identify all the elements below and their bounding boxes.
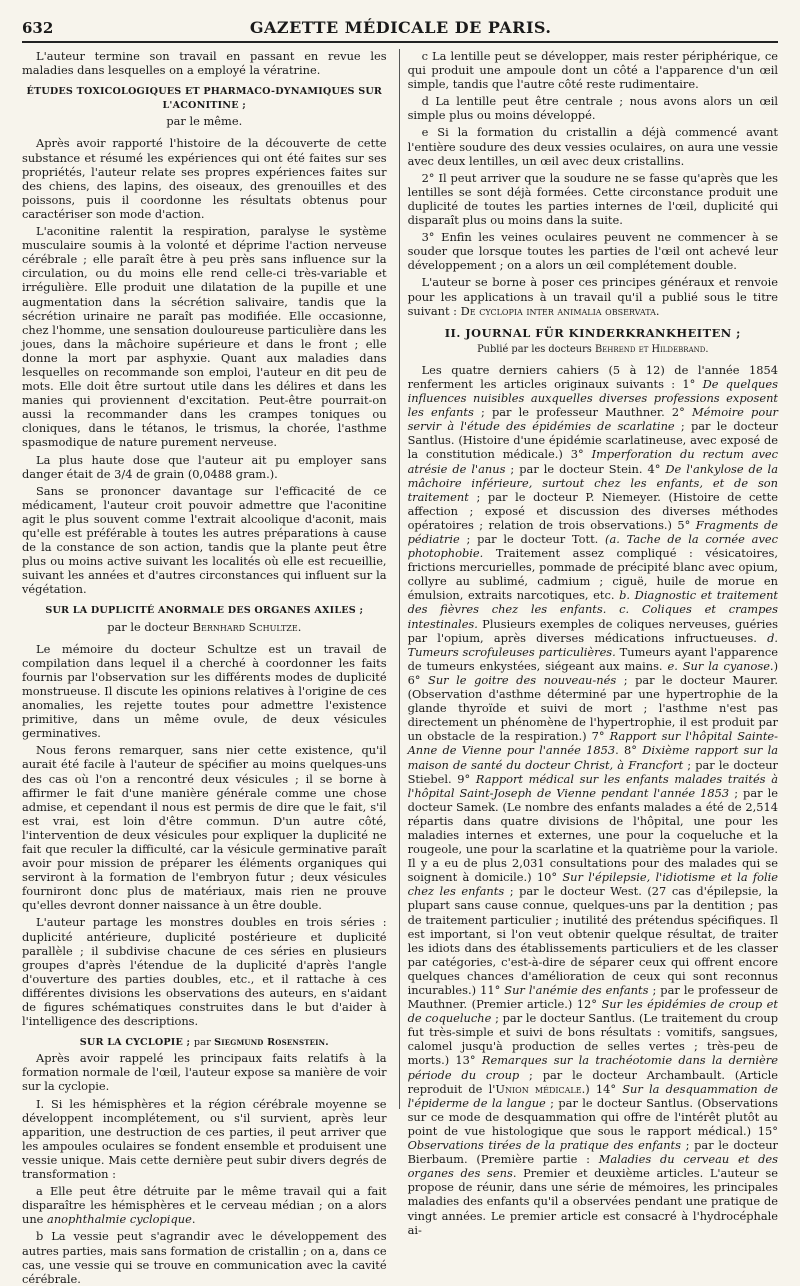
text-run: .) 14° (581, 1081, 623, 1096)
text-run: ; par le docteur Archambault. (Article reproduit de l' (407, 1067, 778, 1096)
emphasis: Dixième rapport sur la maison de santé du docteur Christ, à Francfort (407, 743, 779, 772)
paragraph: L'auteur termine son travail en passant en revue les maladies dans lesquelles on a employé la vératrine. (22, 49, 387, 78)
paragraph: Sans se prononcer davantage sur l'efficacité de ce médicament, l'auteur croit pouvoir admettre que l'aconitine agit le plus souvent comme l'extrait alcoolique d'aconit, mais qu'elle est préférable à toutes les autres préparations à cause de la constance de son action, tandis que la plante peut être plus ou moins active suivant les localités où elle est recueillie, suivant les années et d'autres circonstances qui influent sur la végétation. (22, 483, 387, 597)
author-name: Siegmund Rosenstein. (214, 1037, 329, 1049)
section-byline: par le même. (166, 114, 243, 129)
text-run: ; par le docteur Tott. (459, 532, 606, 546)
text-run: Tumeurs ayant l'apparence de tumeurs enkystées, siégeant aux mains. (407, 644, 778, 673)
paragraph: b La vessie peut s'agrandir avec le développement des autres parties, mais sans formation de cristallin ; on a, dans ce cas, une vessie qui se trouve en communication avec la cavité cérébrale. (22, 1229, 387, 1286)
paragraph: Après avoir rapporté l'histoire de la découverte de cette substance et résumé les expériences qui ont été faites sur ses propriétés, l'auteur relate ses propres expériences faites sur des chiens, des lapins, des oiseaux, des grenouilles et des poissons, puis il coordonne les résultats obtenus pour caractériser son mode d'action. (22, 136, 387, 221)
text-run: Les quatre derniers cahiers (5 à 12) de l'année 1854 renferment les articles originaux suivants : 1° (407, 362, 778, 391)
emphasis: d. Tumeurs scrofuleuses particulières. (407, 630, 778, 659)
emphasis: Maladies du cerveau et des organes des sens (407, 1152, 778, 1181)
byline-prefix: Publié par les docteurs (477, 343, 595, 355)
section-title-duplicite: SUR LA DUPLICITÉ ANORMALE DES ORGANES AXILES ; (45, 605, 364, 617)
paragraph: L'auteur partage les monstres doubles en trois séries : duplicité antérieure, duplicité postérieure et duplicité parallèle ; il subdivise chacune de ces séries en plusieurs groupes d'après l'étendue de la duplicité d'après l'angle d'ouverture des parties doubles, etc., et il rattache à ces différentes divisions les observations des auteurs, en s'aidant de figures schématiques construites dans le but d'aider à l'intelligence des descriptions. (22, 915, 387, 1029)
left-column (22, 49, 387, 1286)
emphasis: De quelques influences nuisibles auxquelles diverses professions exposent les enfants (407, 376, 778, 420)
emphasis: b. Diagnostic et traitement des fièvres chez les enfants. c. Coliques et crampes intestinales. (407, 588, 778, 631)
section-byline (408, 343, 778, 357)
text-run: ; par le docteur West. (27 cas d'épilepsie, la plupart sans cause connue, quelques-uns par la dentition ; pas de traitement particulier ; inutilité des prétendus spécifiques. Il est important, si l'on veut obtenir quelque résultat, de traiter les idiots dans des établissements particuliers et de les classer par catégories, c'est-à-dire de séparer ceux qui offrent encore quelques chances d'amélioration de ceux qui sont reconnus incurables.) 11° (407, 884, 778, 997)
paragraph: I. Si les hémisphères et la région cérébrale moyenne se développent incomplétement, ou s'il survient, après leur apparition, une destruction de ces parties, il peut arriver que les ampoules oculaires se fondent ensemble et produisent une vessie unique. Mais cette dernière peut subir divers degrés de transformation : (22, 1096, 387, 1182)
text-run: ; par le docteur Stiebel. 9° (407, 757, 778, 786)
emphasis: Remarques sur la trachéotomie dans la dernière période du croup (407, 1053, 778, 1082)
paragraph: 3° Enfin les veines oculaires peuvent ne commencer à se souder que lorsque toutes les parties de l'œil ont achevé leur développement ; on a alors un œil complétement double. (407, 230, 778, 273)
text-run: ; par le docteur P. Niemeyer. (Histoire de cette affection ; exposé et discussion des diverses méthodes opératoires ; relation de trois observations.) 5° (407, 489, 778, 532)
columns (22, 49, 779, 1286)
text-run: ; par le docteur Santlus. (Observations sur ce mode de desquammation qui offre de l'intérêt plutôt au point de vue histologique que sous le rapport médical.) 15° (407, 1095, 778, 1138)
emphasis: Sur l'anémie des enfants (504, 983, 649, 997)
text-run: . 8° (615, 743, 643, 758)
emphasis: Observations tirées de la pratique des enfants (407, 1138, 681, 1153)
right-column (399, 49, 779, 1237)
section-title-text: SUR LA CYCLOPIE ; (79, 1037, 191, 1049)
paragraph (408, 275, 778, 317)
emphasis: e. Sur la cyanose. (667, 658, 774, 673)
paragraph: d La lentille peut être centrale ; nous avons alors un œil simple plus ou moins développé. (407, 94, 778, 123)
emphasis: Rapport médical sur les enfants malades traités à l'hôpital Saint-Joseph de Vienne pendant l'année 1853 (407, 771, 778, 800)
text-run: ; par le docteur Samek. (Le nombre des enfants malades a été de 2,514 répartis dans quatre divisions de l'hôpital, une pour les maladies internes et externes, une pour la coqueluche et la rougeole, une pour la scarlatine et la quatrième pour la variole. Il y a eu de plus 2,031 consultations pour des malades qui se soignent à domicile.) 10° (407, 785, 778, 885)
byline-prefix: par (193, 1037, 215, 1049)
emphasis: Sur l'épilepsie, l'idiotisme et la folie chez les enfants (407, 870, 778, 899)
text-run: ; par le docteur Santlus. (Histoire d'une épidémie scarlatineuse, avec exposé de la constitution médicale.) 3° (407, 419, 778, 462)
paragraph: Nous ferons remarquer, sans nier cette existence, qu'il aurait été facile à l'auteur de spécifier au moins quelques-uns des cas où l'on a rencontré deux vésicules ; il se borne à affirmer le fait d'une manière générale comme une chose admise, et cependant il nous est permis de dire que le fait, s'il est vrai, est loin d'être commun. D'un autre côté, l'intervention de deux vésicules pour expliquer la duplicité ne fait que reculer la difficulté, car la vésicule germinative paraît avoir pour mission de préparer les éléments organiques qui serviront à la formation de l'embryon futur ; deux vésicules fourniront donc plus de matériaux, mais rien ne prouve qu'elles devront donner naissance à un être double. (22, 743, 387, 913)
emphasis: Imperforation du rectum avec atrésie de l'anus (407, 447, 779, 476)
section-title-journal: II. JOURNAL FÜR KINDERKRANKHEITEN ; (444, 325, 741, 340)
emphasis: anophthalmie cyclopique (47, 1212, 192, 1227)
paragraph: e Si la formation du cristallin a déjà commencé avant l'entière soudure des deux vessies oculaires, on aura une vessie avec deux lentilles, un œil avec deux cristallins. (407, 125, 778, 168)
byline-prefix: par le docteur (107, 619, 193, 634)
emphasis: Mémoire pour servir à l'étude des épidémies de scarlatine (407, 405, 778, 434)
paragraph: Le mémoire du docteur Schultze est un travail de compilation dans lequel il a cherché à coordonner les faits fournis par l'observation sur les différents modes de duplicité monstrueuse. Il discute les opinions relatives à l'origine de ces anomalies, les rejette toutes pour admettre l'existence primitive, dans un même ovule, de deux vésicules germinatives. (22, 641, 387, 741)
paragraph: Après avoir rappelé les principaux faits relatifs à la formation normale de l'œil, l'auteur expose sa manière de voir sur la cyclopie. (22, 1051, 387, 1094)
section-byline (22, 620, 387, 634)
text-run: ; par le docteur Maurer. (Observation d'asthme déterminé par une hypertrophie de la glande thyroïde et suivi de mort ; l'asthme n'est pas directement un phénomène de l'hypertrophie, il est produit par un obstacle de la respiration.) 7° (407, 672, 778, 744)
page-number: 632 (22, 19, 54, 37)
paragraph: a Elle peut être détruite par le même travail qui a fait disparaître les hémisphères et le cerveau médian ; on a alors une anophthalmie cyclopique. (22, 1184, 387, 1227)
text-run: a Elle peut être détruite par le même travail qui a fait disparaître les hémisphères et le cerveau médian ; on a alors une (22, 1184, 387, 1227)
section-title-cyclopie (22, 1036, 387, 1050)
emphasis: Sur la desquammation de l'épiderme de la langue (407, 1081, 778, 1110)
text-run: L'auteur se borne à poser ces principes généraux et renvoie pour les applications à un travail qu'il a publié sous le titre suivant : (407, 275, 778, 318)
section-title-aconitine: ÉTUDES TOXICOLOGIQUES ET PHARMACO-DYNAMIQUES SUR L'ACONITINE ; (26, 86, 383, 112)
emphasis: Sur le goitre des nouveau-nés (428, 672, 617, 687)
paragraph: c La lentille peut se développer, mais rester périphérique, ce qui produit une ampoule dont un côté a l'apparence d'un œil simple, tandis que l'autre côté reste rudimentaire. (407, 49, 778, 92)
author-name: Bernhard Schultze. (192, 619, 302, 634)
text-run: ; par le docteur Stein. 4° (505, 461, 666, 476)
text-run: ; par le docteur Santlus. (Le traitement du croup fut très-simple et suivi de bons résultats : vomitifs, sangsues, calomel jusqu'à production de selles vertes ; très-peu de morts.) 13° (407, 1011, 778, 1068)
paragraph: 2° Il peut arriver que la soudure ne se fasse qu'après que les lentilles se sont déjà formées. Cette circonstance produit une duplicité de toutes les parties internes de l'œil, duplicité qui disparaît plus ou moins dans la suite. (407, 170, 778, 228)
work-title: De cyclopia inter animalia observata. (460, 303, 660, 318)
emphasis: Sur les épidémies de croup et de coqueluche (407, 997, 778, 1026)
paragraph: L'aconitine ralentit la respiration, paralyse le système musculaire soumis à la volonté et déprime l'action nerveuse cérébrale ; elle paraît être à peu près sans influence sur la circulation, ou du moins elle rend celle-ci très-variable et irrégulière. Elle produit une dilatation de la pupille et une augmentation dans la sécrétion salivaire, tandis que la sécrétion urinaire ne paraît pas modifiée. Elle occasionne, chez l'homme, une sensation douloureuse particulière dans les joues, dans la mâchoire supérieure et dans le front ; elle donne la mort par asphyxie. Quant aux maladies dans lesquelles on recommande son emploi, l'auteur en dit peu de mots. Elle doit être surtout utile dans les délires et dans les manies qui proviennent d'excitation. Peut-être pourrait-on aussi la recommander dans les crampes toniques ou cloniques, dans le tétanos, le trismus, la chorée, l'asthme spasmodique de nature purement nerveuse. (22, 224, 387, 450)
page-header (22, 18, 778, 43)
text-run: . Premier et deuxième articles. L'auteur se propose de réunir, dans une série de mémoires, les principales maladies des enfants qu'il a observées pendant une pratique de vingt années. Le premier article est consacré à l'hydrocéphale ai- (407, 1166, 778, 1237)
paragraph (408, 363, 778, 1237)
journal-name: Union médicale (495, 1081, 582, 1096)
text-run: ; par le professeur de Mauthner. (Premier article.) 12° (407, 983, 779, 1012)
text-run: ) 6° (407, 658, 779, 687)
text-run: Plusieurs exemples de coliques nerveuses, guéries par l'opium, après diverses médications infructueuses. (407, 616, 778, 645)
text-run: ; par le professeur Mauthner. 2° (473, 405, 692, 420)
emphasis: Rapport sur l'hôpital Sainte-Anne de Vienne pour l'année 1853 (407, 729, 778, 758)
journal-title: GAZETTE MÉDICALE DE PARIS. (249, 18, 552, 37)
text-run: ; par le docteur Bierbaum. (Première partie : (407, 1138, 778, 1167)
paragraph: La plus haute dose que l'auteur ait pu employer sans danger était de 3/4 de grain (0,0488 gram.). (22, 452, 387, 481)
author-names: Behrend et Hildebrand. (594, 343, 709, 355)
emphasis: Fragments de pédiatrie (407, 517, 778, 546)
emphasis: (a. Tache de la cornée avec photophobie. (407, 532, 778, 561)
text-run: Traitement assez compliqué : vésicatoires, frictions mercurielles, pommade de précipité blanc avec opium, collyre au sublimé, cadmium ; ciguë, huile de morue en émulsion, extraits narcotiques, etc. (407, 546, 778, 603)
emphasis: De l'ankylose de la mâchoire inférieure, surtout chez les enfants, et de son traitement (407, 461, 778, 504)
